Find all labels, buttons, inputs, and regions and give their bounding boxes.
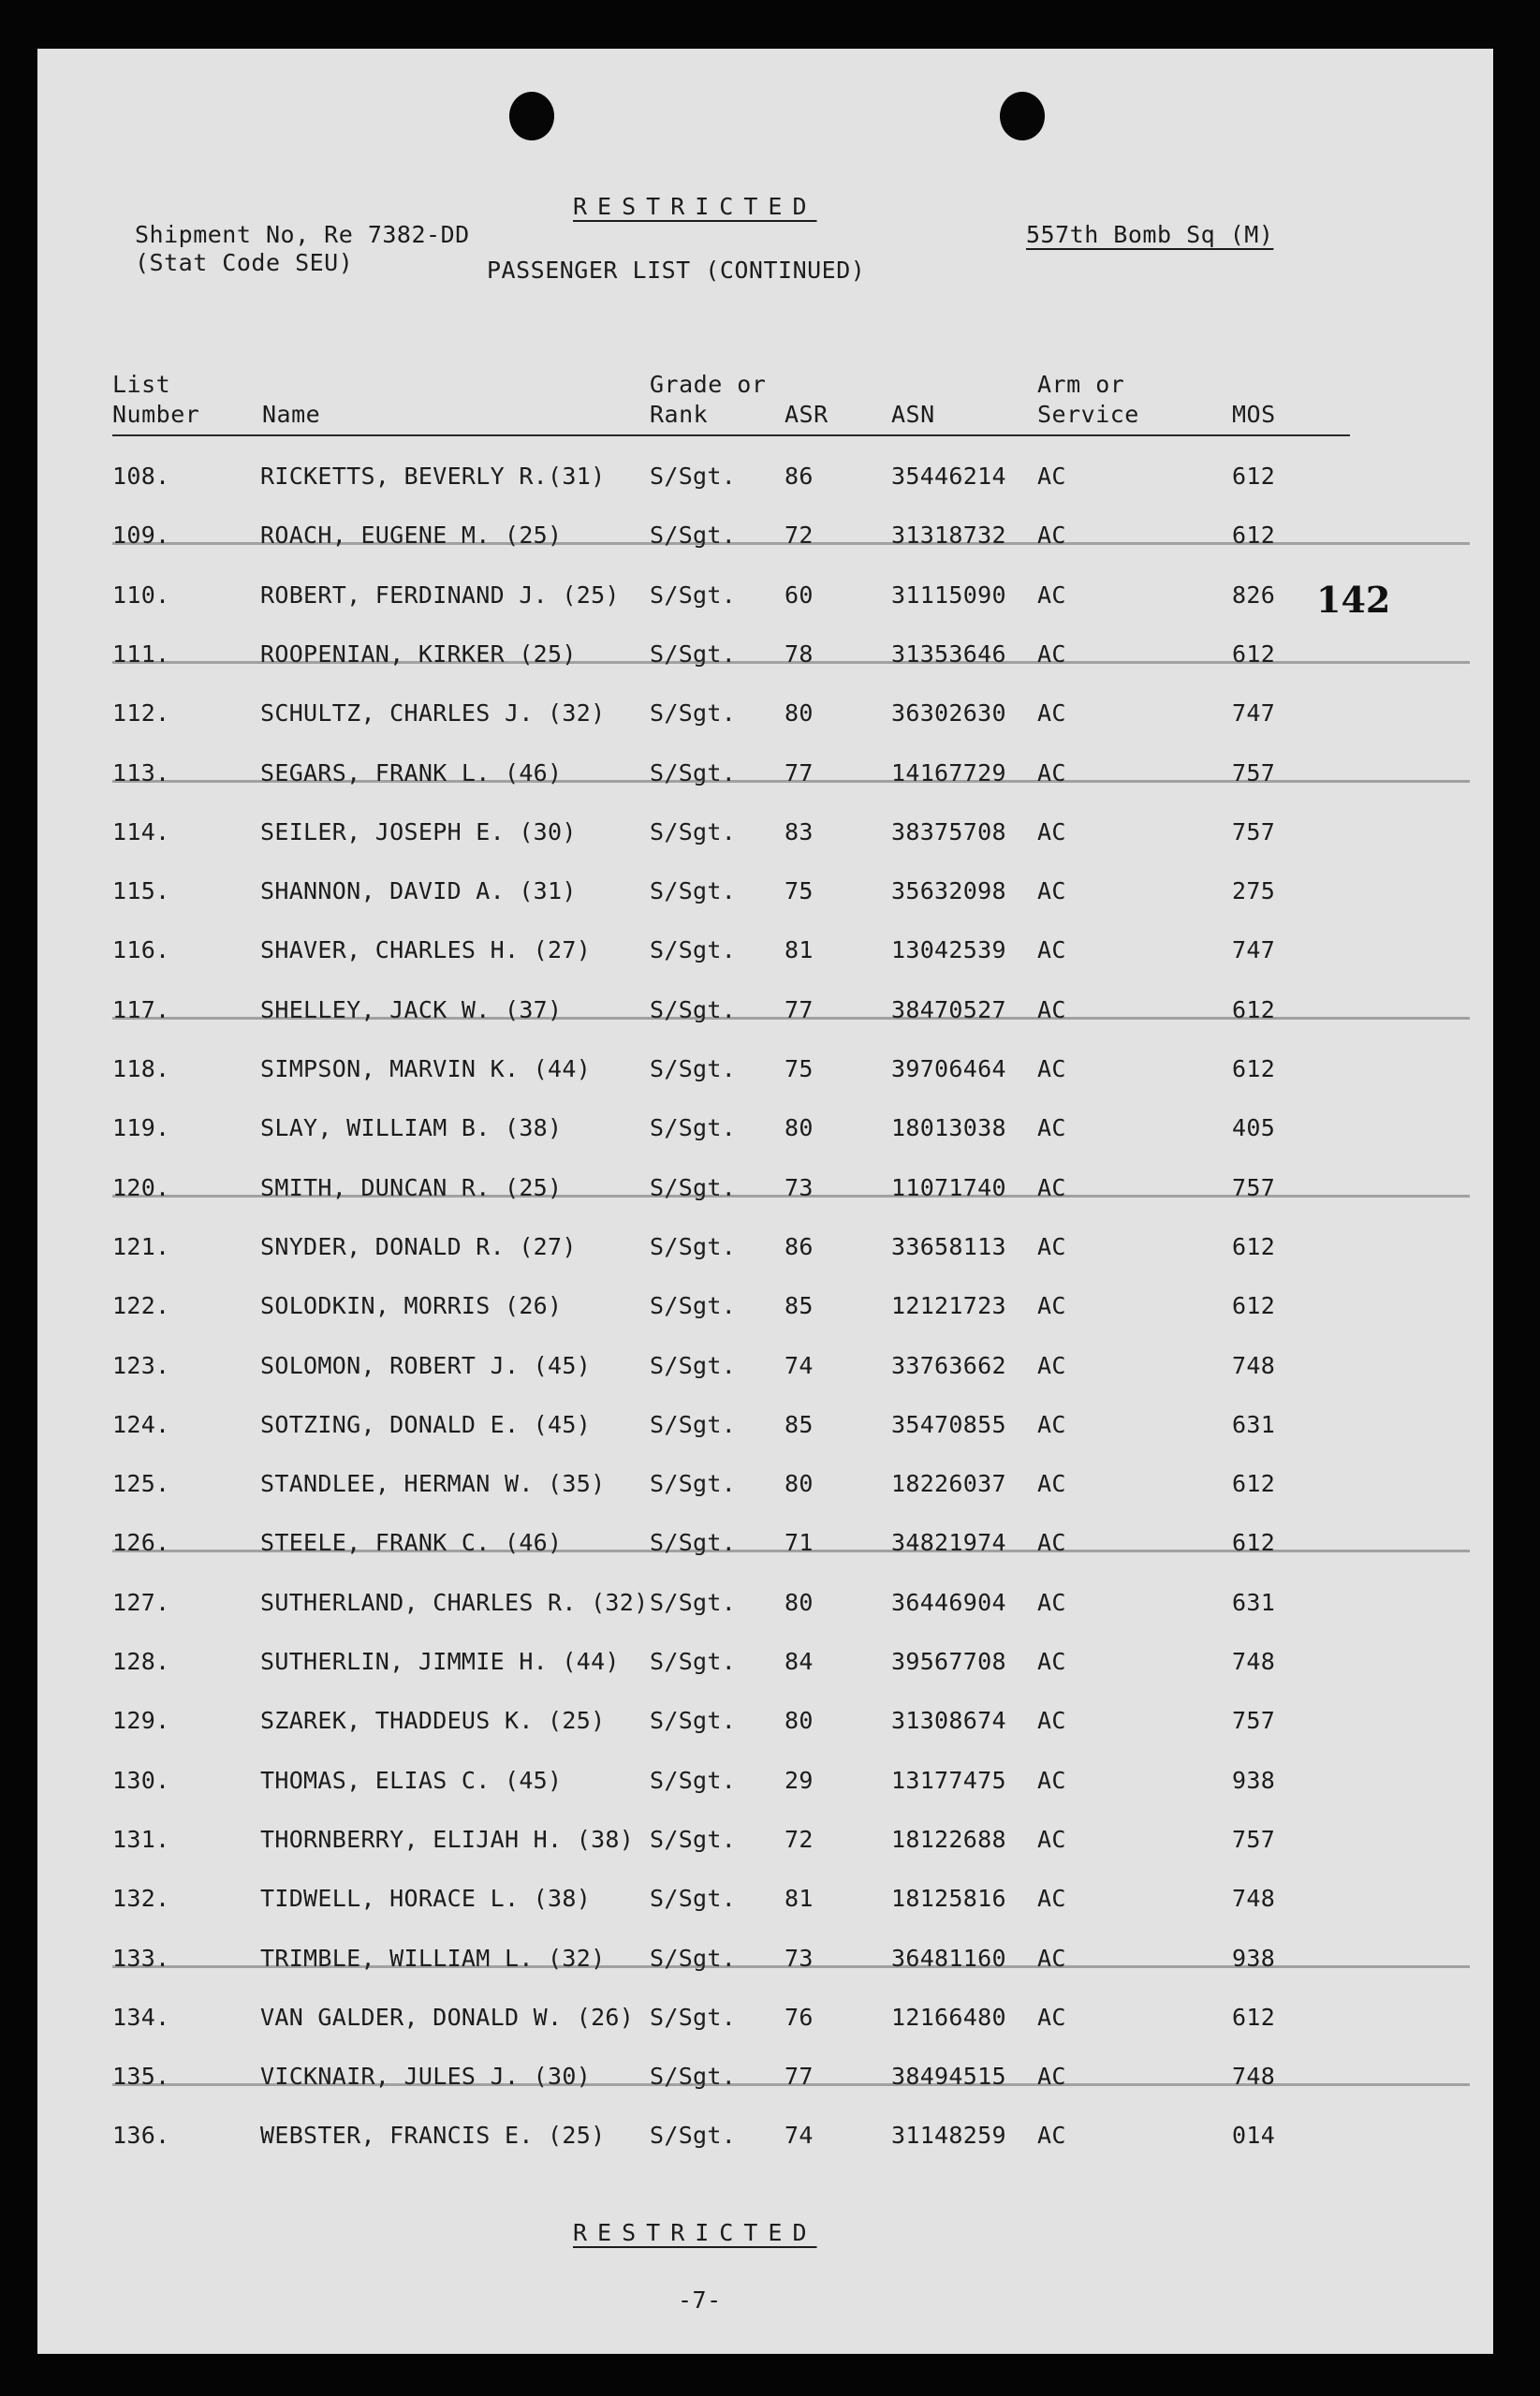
col-list-number-line2: Number xyxy=(112,401,200,428)
asn: 38375708 xyxy=(891,817,1006,845)
list-number: 118. xyxy=(112,1055,170,1082)
arm-service: AC xyxy=(1037,463,1066,490)
arm-service: AC xyxy=(1037,1766,1066,1794)
asn: 35632098 xyxy=(891,877,1006,905)
arm-service: AC xyxy=(1037,1944,1066,1972)
asn: 31318732 xyxy=(891,522,1006,550)
asn: 36446904 xyxy=(891,1588,1006,1616)
grade: S/Sgt. xyxy=(650,1825,737,1853)
grade: S/Sgt. xyxy=(650,1232,737,1260)
table-row xyxy=(37,936,1493,974)
asn: 33658113 xyxy=(891,1232,1006,1260)
table-row xyxy=(37,1114,1493,1152)
asr: 29 xyxy=(785,1766,814,1794)
strike-mark xyxy=(112,2083,1470,2086)
list-number: 121. xyxy=(112,1232,170,1260)
table-row xyxy=(37,1352,1493,1389)
asr: 74 xyxy=(785,2122,814,2150)
strike-mark xyxy=(112,661,1470,664)
mos: 405 xyxy=(1232,1114,1276,1142)
passenger-name: SNYDER, DONALD R. (27) xyxy=(260,1232,577,1260)
grade: S/Sgt. xyxy=(650,1648,737,1675)
mos: 612 xyxy=(1232,1470,1276,1498)
passenger-name: WEBSTER, FRANCIS E. (25) xyxy=(260,2122,606,2150)
passenger-name: SZAREK, THADDEUS K. (25) xyxy=(260,1707,606,1735)
passenger-name: TRIMBLE, WILLIAM L. (32) xyxy=(260,1944,606,1972)
asr: 83 xyxy=(785,817,814,845)
arm-service: AC xyxy=(1037,1232,1066,1260)
list-number: 110. xyxy=(112,581,170,609)
asn: 31308674 xyxy=(891,1707,1006,1735)
arm-service: AC xyxy=(1037,877,1066,905)
table-row xyxy=(37,1826,1493,1863)
passenger-name: SUTHERLIN, JIMMIE H. (44) xyxy=(260,1648,620,1675)
passenger-name: SHELLEY, JACK W. (37) xyxy=(260,995,563,1023)
asn: 14167729 xyxy=(891,758,1006,786)
table-row xyxy=(37,1707,1493,1744)
asr: 77 xyxy=(785,758,814,786)
asn: 18122688 xyxy=(891,1825,1006,1853)
table-row xyxy=(37,1055,1493,1093)
mos: 938 xyxy=(1232,1944,1276,1972)
asn: 33763662 xyxy=(891,1351,1006,1379)
asr: 85 xyxy=(785,1292,814,1320)
list-number: 134. xyxy=(112,2003,170,2031)
table-row xyxy=(37,1174,1493,1212)
grade: S/Sgt. xyxy=(650,995,737,1023)
passenger-name: SOTZING, DONALD E. (45) xyxy=(260,1410,592,1438)
passenger-name: ROACH, EUGENE M. (25) xyxy=(260,522,563,550)
list-number: 108. xyxy=(112,463,170,490)
passenger-name: ROOPENIAN, KIRKER (25) xyxy=(260,639,577,668)
table-row xyxy=(37,1945,1493,1982)
table-row xyxy=(37,818,1493,856)
mos: 826 xyxy=(1232,581,1276,609)
arm-service: AC xyxy=(1037,1173,1066,1201)
arm-service: AC xyxy=(1037,995,1066,1023)
list-number: 130. xyxy=(112,1766,170,1794)
header-rule xyxy=(112,434,1350,436)
grade: S/Sgt. xyxy=(650,758,737,786)
arm-service: AC xyxy=(1037,699,1066,728)
strike-mark xyxy=(112,1965,1470,1968)
passenger-name: VAN GALDER, DONALD W. (26) xyxy=(260,2003,635,2031)
table-row xyxy=(37,2122,1493,2159)
table-row xyxy=(37,996,1493,1034)
mos: 757 xyxy=(1232,1825,1276,1853)
asn: 34821974 xyxy=(891,1529,1006,1557)
mos: 757 xyxy=(1232,1173,1276,1201)
mos: 612 xyxy=(1232,2003,1276,2031)
table-row xyxy=(37,1589,1493,1626)
list-number: 131. xyxy=(112,1825,170,1853)
list-number: 116. xyxy=(112,936,170,964)
asr: 72 xyxy=(785,1825,814,1853)
asn: 38470527 xyxy=(891,995,1006,1023)
mos: 612 xyxy=(1232,1292,1276,1320)
passenger-name: SHANNON, DAVID A. (31) xyxy=(260,877,577,905)
asn: 39567708 xyxy=(891,1648,1006,1675)
asr: 78 xyxy=(785,639,814,668)
list-number: 136. xyxy=(112,2122,170,2150)
stat-code: (Stat Code SEU) xyxy=(135,249,354,276)
list-number: 135. xyxy=(112,2063,170,2091)
table-row xyxy=(37,1411,1493,1448)
arm-service: AC xyxy=(1037,817,1066,845)
mos: 748 xyxy=(1232,2063,1276,2091)
asr: 72 xyxy=(785,522,814,550)
asn: 13177475 xyxy=(891,1766,1006,1794)
grade: S/Sgt. xyxy=(650,522,737,550)
list-number: 114. xyxy=(112,817,170,845)
asr: 81 xyxy=(785,936,814,964)
mos: 612 xyxy=(1232,639,1276,668)
arm-service: AC xyxy=(1037,1707,1066,1735)
table-row xyxy=(37,699,1493,737)
arm-service: AC xyxy=(1037,2122,1066,2150)
asn: 39706464 xyxy=(891,1055,1006,1082)
strike-mark xyxy=(112,1195,1470,1198)
passenger-name: SOLOMON, ROBERT J. (45) xyxy=(260,1351,592,1379)
table-row xyxy=(37,1529,1493,1566)
asn: 31115090 xyxy=(891,581,1006,609)
col-grade-line1: Grade or xyxy=(650,371,767,398)
table-row xyxy=(37,522,1493,559)
arm-service: AC xyxy=(1037,1292,1066,1320)
punch-hole-left xyxy=(509,92,554,140)
passenger-name: SIMPSON, MARVIN K. (44) xyxy=(260,1055,592,1082)
grade: S/Sgt. xyxy=(650,639,737,668)
arm-service: AC xyxy=(1037,1648,1066,1675)
arm-service: AC xyxy=(1037,639,1066,668)
arm-service: AC xyxy=(1037,2003,1066,2031)
list-number: 112. xyxy=(112,699,170,728)
asr: 73 xyxy=(785,1173,814,1201)
asn: 36481160 xyxy=(891,1944,1006,1972)
grade: S/Sgt. xyxy=(650,1470,737,1498)
table-row xyxy=(37,759,1493,797)
col-name: Name xyxy=(262,401,321,428)
asn: 38494515 xyxy=(891,2063,1006,2091)
list-number: 129. xyxy=(112,1707,170,1735)
list-number: 117. xyxy=(112,995,170,1023)
arm-service: AC xyxy=(1037,1114,1066,1142)
asr: 75 xyxy=(785,1055,814,1082)
grade: S/Sgt. xyxy=(650,2122,737,2150)
passenger-name: SEGARS, FRANK L. (46) xyxy=(260,758,563,786)
passenger-name: STANDLEE, HERMAN W. (35) xyxy=(260,1470,606,1498)
asn: 12166480 xyxy=(891,2003,1006,2031)
asn: 18013038 xyxy=(891,1114,1006,1142)
list-number: 124. xyxy=(112,1410,170,1438)
asn: 13042539 xyxy=(891,936,1006,964)
asr: 76 xyxy=(785,2003,814,2031)
table-row xyxy=(37,1233,1493,1271)
asr: 74 xyxy=(785,1351,814,1379)
mos: 612 xyxy=(1232,463,1276,490)
asn: 35470855 xyxy=(891,1410,1006,1438)
asr: 77 xyxy=(785,2063,814,2091)
asr: 77 xyxy=(785,995,814,1023)
asr: 80 xyxy=(785,1707,814,1735)
table-row xyxy=(37,877,1493,915)
arm-service: AC xyxy=(1037,581,1066,609)
passenger-name: THOMAS, ELIAS C. (45) xyxy=(260,1766,563,1794)
table-row xyxy=(37,2004,1493,2041)
punch-hole-right xyxy=(1000,92,1045,140)
grade: S/Sgt. xyxy=(650,1055,737,1082)
col-mos: MOS xyxy=(1232,401,1276,428)
mos: 631 xyxy=(1232,1410,1276,1438)
table-row xyxy=(37,1292,1493,1330)
table-row xyxy=(37,1885,1493,1922)
strike-mark xyxy=(112,542,1470,545)
list-number: 120. xyxy=(112,1173,170,1201)
grade: S/Sgt. xyxy=(650,2003,737,2031)
list-number: 126. xyxy=(112,1529,170,1557)
passenger-name: SCHULTZ, CHARLES J. (32) xyxy=(260,699,606,728)
mos: 612 xyxy=(1232,995,1276,1023)
mos: 748 xyxy=(1232,1351,1276,1379)
mos: 612 xyxy=(1232,1232,1276,1260)
strike-mark xyxy=(112,1017,1470,1020)
mos: 757 xyxy=(1232,817,1276,845)
asn: 18226037 xyxy=(891,1470,1006,1498)
passenger-name: SOLODKIN, MORRIS (26) xyxy=(260,1292,563,1320)
grade: S/Sgt. xyxy=(650,1944,737,1972)
grade: S/Sgt. xyxy=(650,1529,737,1557)
mos: 747 xyxy=(1232,936,1276,964)
mos: 748 xyxy=(1232,1885,1276,1913)
col-grade-line2: Rank xyxy=(650,401,709,428)
asr: 75 xyxy=(785,877,814,905)
passenger-name: ROBERT, FERDINAND J. (25) xyxy=(260,581,620,609)
unit-designation: 557th Bomb Sq (M) xyxy=(1026,221,1274,248)
asr: 73 xyxy=(785,1944,814,1972)
list-number: 127. xyxy=(112,1588,170,1616)
asr: 80 xyxy=(785,1588,814,1616)
asr: 85 xyxy=(785,1410,814,1438)
asr: 81 xyxy=(785,1885,814,1913)
mos: 748 xyxy=(1232,1648,1276,1675)
passenger-name: RICKETTS, BEVERLY R.(31) xyxy=(260,463,606,490)
asn: 18125816 xyxy=(891,1885,1006,1913)
grade: S/Sgt. xyxy=(650,1173,737,1201)
arm-service: AC xyxy=(1037,522,1066,550)
page-number: -7- xyxy=(678,2286,722,2314)
arm-service: AC xyxy=(1037,1470,1066,1498)
list-number: 122. xyxy=(112,1292,170,1320)
strike-mark xyxy=(112,1550,1470,1552)
strike-mark xyxy=(112,780,1470,783)
grade: S/Sgt. xyxy=(650,463,737,490)
asn: 12121723 xyxy=(891,1292,1006,1320)
arm-service: AC xyxy=(1037,1529,1066,1557)
list-number: 113. xyxy=(112,758,170,786)
col-asn: ASN xyxy=(891,401,935,428)
asr: 80 xyxy=(785,1470,814,1498)
classification-header: RESTRICTED xyxy=(573,193,817,220)
passenger-name: VICKNAIR, JULES J. (30) xyxy=(260,2063,592,2091)
mos: 757 xyxy=(1232,1707,1276,1735)
asn: 31353646 xyxy=(891,639,1006,668)
arm-service: AC xyxy=(1037,1351,1066,1379)
mos: 938 xyxy=(1232,1766,1276,1794)
arm-service: AC xyxy=(1037,1588,1066,1616)
table-row xyxy=(37,1648,1493,1685)
mos: 275 xyxy=(1232,877,1276,905)
grade: S/Sgt. xyxy=(650,699,737,728)
asr: 86 xyxy=(785,463,814,490)
arm-service: AC xyxy=(1037,1410,1066,1438)
classification-footer: RESTRICTED xyxy=(573,2219,817,2246)
col-asr: ASR xyxy=(785,401,829,428)
grade: S/Sgt. xyxy=(650,1588,737,1616)
mos: 612 xyxy=(1232,522,1276,550)
passenger-name: SMITH, DUNCAN R. (25) xyxy=(260,1173,563,1201)
asr: 71 xyxy=(785,1529,814,1557)
grade: S/Sgt. xyxy=(650,1114,737,1142)
table-row xyxy=(37,463,1493,500)
grade: S/Sgt. xyxy=(650,1707,737,1735)
margin-annotation: 142 xyxy=(1316,579,1391,621)
list-number: 111. xyxy=(112,639,170,668)
document-subtitle: PASSENGER LIST (CONTINUED) xyxy=(487,257,866,284)
passenger-name: SUTHERLAND, CHARLES R. (32) xyxy=(260,1588,649,1616)
asr: 80 xyxy=(785,1114,814,1142)
arm-service: AC xyxy=(1037,758,1066,786)
grade: S/Sgt. xyxy=(650,877,737,905)
table-row xyxy=(37,1767,1493,1804)
grade: S/Sgt. xyxy=(650,1292,737,1320)
grade: S/Sgt. xyxy=(650,1766,737,1794)
table-row xyxy=(37,1470,1493,1507)
table-row xyxy=(37,581,1493,619)
arm-service: AC xyxy=(1037,1055,1066,1082)
asn: 11071740 xyxy=(891,1173,1006,1201)
asn: 36302630 xyxy=(891,699,1006,728)
table-row xyxy=(37,2063,1493,2100)
list-number: 123. xyxy=(112,1351,170,1379)
mos: 014 xyxy=(1232,2122,1276,2150)
asn: 31148259 xyxy=(891,2122,1006,2150)
list-number: 119. xyxy=(112,1114,170,1142)
asr: 80 xyxy=(785,699,814,728)
col-list-number-line1: List xyxy=(112,371,171,398)
grade: S/Sgt. xyxy=(650,817,737,845)
mos: 612 xyxy=(1232,1055,1276,1082)
grade: S/Sgt. xyxy=(650,1351,737,1379)
document-page xyxy=(37,49,1493,2354)
col-arm-line2: Service xyxy=(1037,401,1139,428)
list-number: 133. xyxy=(112,1944,170,1972)
table-row xyxy=(37,640,1493,678)
list-number: 128. xyxy=(112,1648,170,1675)
asr: 86 xyxy=(785,1232,814,1260)
list-number: 132. xyxy=(112,1885,170,1913)
arm-service: AC xyxy=(1037,936,1066,964)
passenger-name: THORNBERRY, ELIJAH H. (38) xyxy=(260,1825,635,1853)
asr: 60 xyxy=(785,581,814,609)
arm-service: AC xyxy=(1037,2063,1066,2091)
passenger-name: TIDWELL, HORACE L. (38) xyxy=(260,1885,592,1913)
passenger-name: SLAY, WILLIAM B. (38) xyxy=(260,1114,563,1142)
grade: S/Sgt. xyxy=(650,1410,737,1438)
mos: 612 xyxy=(1232,1529,1276,1557)
mos: 631 xyxy=(1232,1588,1276,1616)
mos: 747 xyxy=(1232,699,1276,728)
list-number: 115. xyxy=(112,877,170,905)
list-number: 125. xyxy=(112,1470,170,1498)
shipment-number: Shipment No, Re 7382-DD xyxy=(135,221,470,248)
asn: 35446214 xyxy=(891,463,1006,490)
asr: 84 xyxy=(785,1648,814,1675)
mos: 757 xyxy=(1232,758,1276,786)
passenger-name: SEILER, JOSEPH E. (30) xyxy=(260,817,577,845)
col-arm-line1: Arm or xyxy=(1037,371,1125,398)
grade: S/Sgt. xyxy=(650,2063,737,2091)
passenger-name: STEELE, FRANK C. (46) xyxy=(260,1529,563,1557)
list-number: 109. xyxy=(112,522,170,550)
grade: S/Sgt. xyxy=(650,581,737,609)
passenger-name: SHAVER, CHARLES H. (27) xyxy=(260,936,592,964)
arm-service: AC xyxy=(1037,1825,1066,1853)
grade: S/Sgt. xyxy=(650,936,737,964)
grade: S/Sgt. xyxy=(650,1885,737,1913)
arm-service: AC xyxy=(1037,1885,1066,1913)
